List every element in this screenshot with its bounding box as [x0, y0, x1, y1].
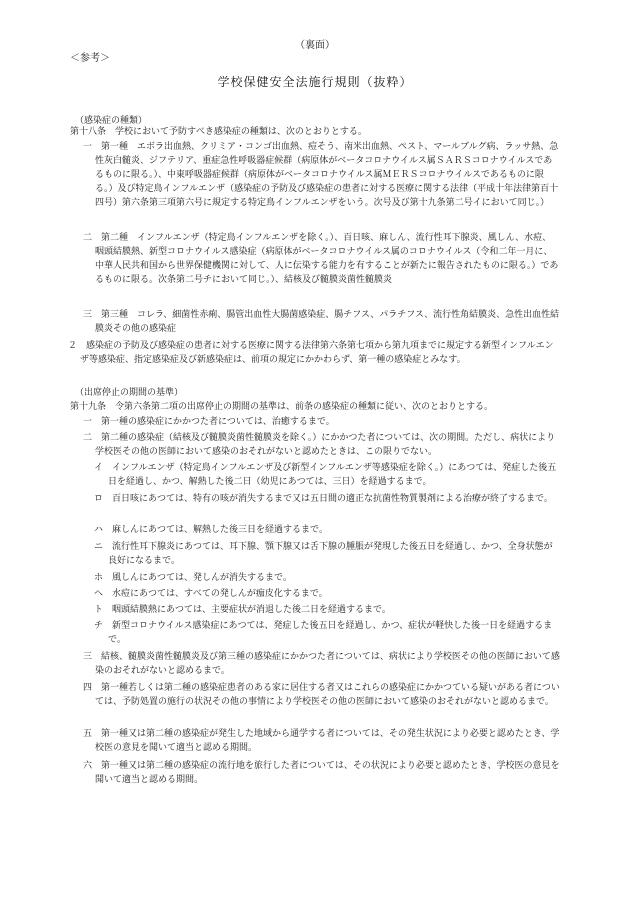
article-19-sub-to: ト 咽頭結膜熱にあつては、主要症状が消退した後二日を経過するまで。 — [94, 605, 391, 615]
article-19-caption: （出席停止の期間の基準） — [75, 388, 184, 398]
article-19-item-4: 四 第一種若しくは第二種の感染症患者のある家に居住する者又はこれらの感染症にかかつている疑いがある者については、予防処置の施行の状況その他の事情により学校医その他の医師において感染のおそれがないと認めるまで。 — [83, 683, 560, 707]
article-19-sub-ho: ホ 風しんにあつては、発しんが消失するまで。 — [94, 573, 292, 583]
article-19-item-1: 一 第一種の感染症にかかつた者については、治癒するまで。 — [83, 417, 335, 427]
document-title: 学校保健安全法施行規則（抜粋） — [217, 75, 413, 89]
article-19-item-6: 六 第一種又は第二種の感染症の流行地を旅行した者については、その状況により必要と認めたとき、学校医の意見を聞いて適当と認める期間。 — [83, 761, 560, 785]
article-18-item-3: 三 第三種 コレラ、細菌性赤痢、腸管出血性大腸菌感染症、腸チフス、パラチフス、流行性角結膜炎、急性出血性結膜炎その他の感染症 — [83, 310, 560, 334]
article-19-sub-ha: ハ 麻しんにあつては、解熱した後三日を経過するまで。 — [94, 525, 328, 535]
article-19-sub-i: イ インフルエンザ（特定鳥インフルエンザ及び新型インフルエンザ等感染症を除く。）にあつては、発症した後五日を経過し、かつ、解熱した後二日（幼児にあつては、三日）を経過するまで。 — [94, 463, 557, 487]
article-18-heading: 第十八条 学校において予防すべき感染症の種類は、次のとおりとする。 — [70, 127, 367, 137]
article-19-sub-ro: ロ 百日咳にあつては、特有の咳が消失するまで又は五日間の適正な抗菌性物質製剤による治療が終了するまで。 — [94, 494, 553, 504]
article-19-item-5: 五 第一種又は第二種の感染症が発生した地域から通学する者については、その発生状況により必要と認めたとき、学校医の意見を聞いて適当と認める期間。 — [83, 729, 560, 753]
article-19-sub-he: ヘ 水痘にあつては、すべての発しんが痂皮化するまで。 — [94, 589, 328, 599]
article-19-heading: 第十九条 令第六条第二項の出席停止の期間の基準は、前条の感染症の種類に従い、次のとおりとする。 — [70, 402, 494, 412]
article-18-caption: （感染症の種類） — [75, 116, 148, 126]
article-19-sub-chi: チ 新型コロナウイルス感染症にあつては、発症した後五日を経過し、かつ、症状が軽快した後一日を経過するまで。 — [94, 621, 553, 645]
article-19-item-3: 三 結核、髄膜炎菌性髄膜炎及び第三種の感染症にかかつた者については、病状により学校医その他の医師において感染のおそれがないと認めるまで。 — [83, 652, 560, 676]
article-18-item-1: 一 第一種 エボラ出血熱、クリミア・コンゴ出血熱、痘そう、南米出血熱、ペスト、マールブルグ病、ラッサ熱、急性灰白髄炎、ジフテリア、重症急性呼吸器症候群（病原体がベータコロナウイルス属ＳＡＲＳコロナウイルスであるものに限る。）、中東呼吸器症候群（病原体がベータコロナウイルス属ＭＥＲＳコロナウイルスであるものに限る。）及び特定鳥インフルエンザ（感染症の予防及び感染症の患者に対する医療に関する法律（平成十年法律第百十四号）第六条第三項第六号に規定する特定鳥インフルエンザをいう。次号及び第十九条第二号イにおいて同じ。） — [83, 142, 559, 208]
article-18-paragraph-2: ２ 感染症の予防及び感染症の患者に対する医療に関する法律第六条第七項から第九項までに規定する新型インフルエンザ等感染症、指定感染症及び新感染症は、前項の規定にかかわらず、第一種の感染症とみなす。 — [68, 341, 554, 365]
reference-label: ＜参考＞ — [70, 53, 110, 64]
back-side-label: （裏面） — [295, 40, 335, 51]
article-19-sub-ni: ニ 流行性耳下腺炎にあつては、耳下腺、顎下腺又は舌下腺の腫脹が発現した後五日を経過し、かつ、全身状態が良好になるまで。 — [94, 542, 553, 566]
article-18-item-2: 二 第二種 インフルエンザ（特定鳥インフルエンザを除く。）、百日咳、麻しん、流行性耳下腺炎、風しん、水痘、咽頭結膜熱、新型コロナウイルス感染症（病原体がベータコロナウイルス属のコロナウイルス（令和二年一月に、中華人民共和国から世界保健機関に対して、人に伝染する能力を有することが新たに報告されたものに限る。）であるものに限る。次条第二号チにおいて同じ。）、結核及び髄膜炎菌性髄膜炎 — [83, 233, 559, 285]
article-19-item-2: 二 第二種の感染症（結核及び髄膜炎菌性髄膜炎を除く。）にかかつた者については、次の期間。ただし、病状により学校医その他の医師において感染のおそれがないと認めたときは、この限りでない。 — [83, 433, 556, 457]
